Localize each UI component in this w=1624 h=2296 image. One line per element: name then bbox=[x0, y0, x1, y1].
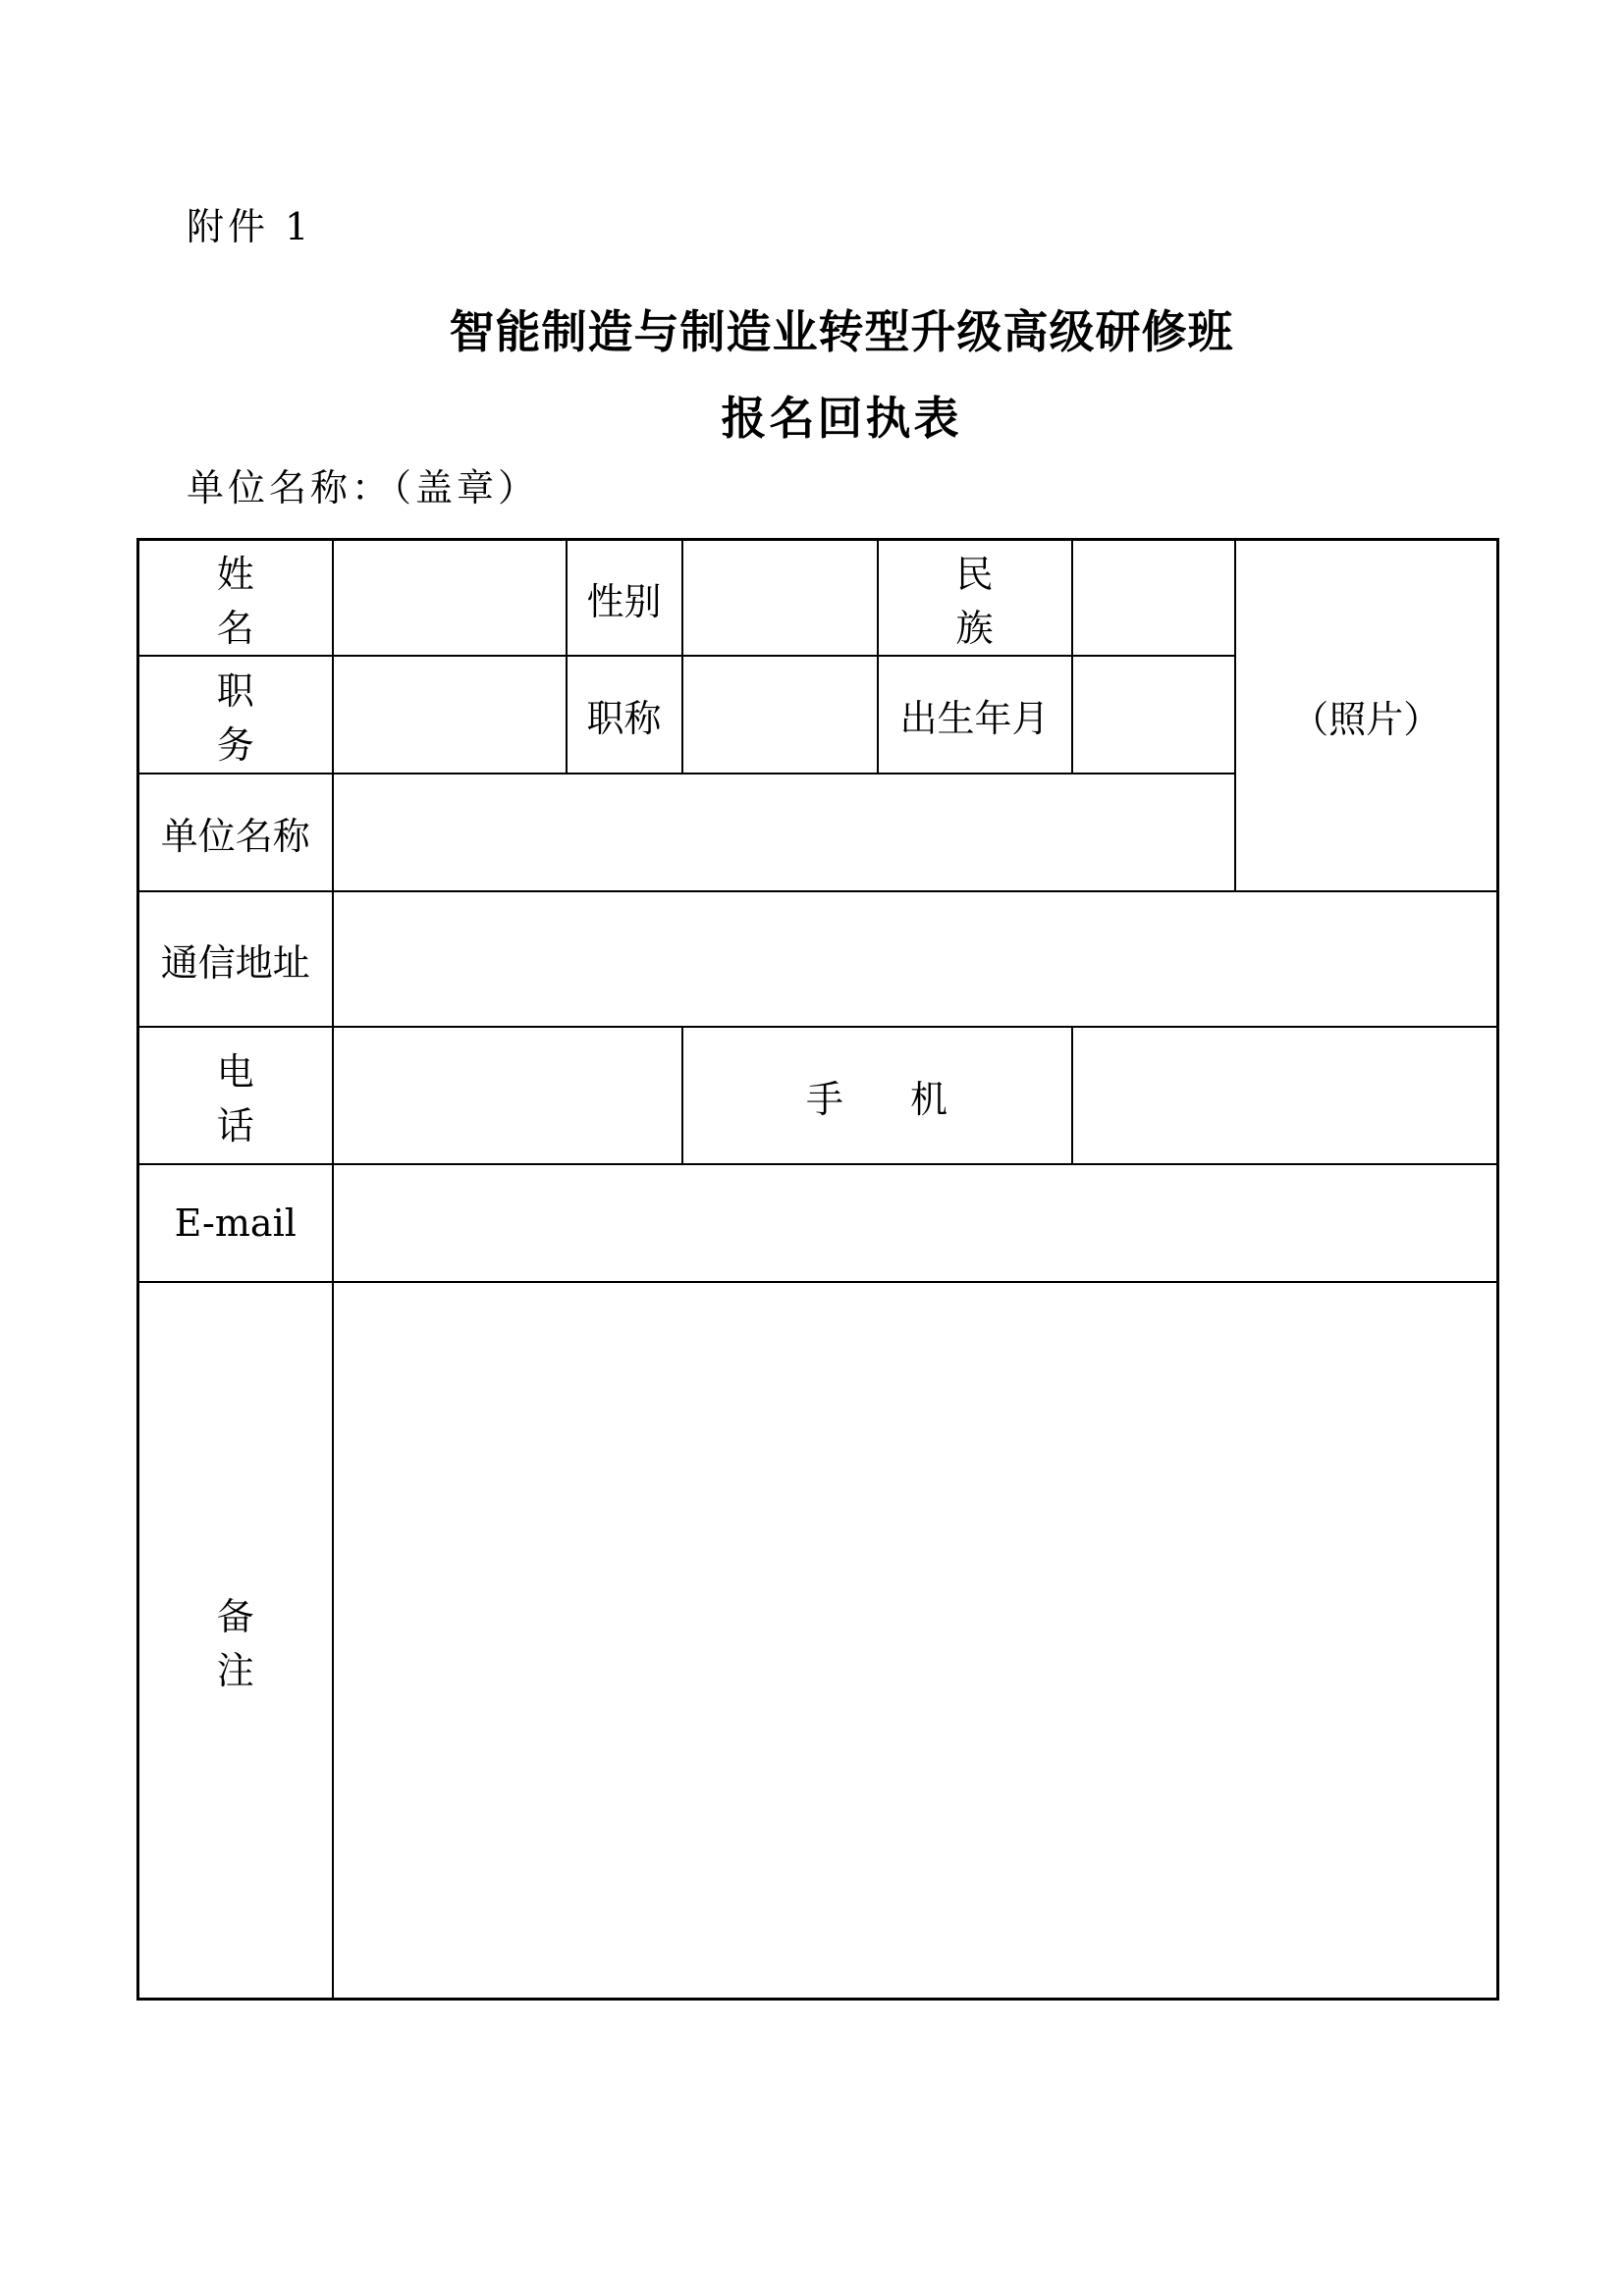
mobile-field[interactable] bbox=[1072, 1027, 1498, 1164]
professional-title-label: 职称 bbox=[567, 656, 682, 774]
mobile-label: 手 机 bbox=[682, 1027, 1072, 1164]
ethnicity-label: 民 族 bbox=[878, 540, 1072, 657]
form-subtitle: 报名回执表 bbox=[721, 392, 962, 445]
registration-form-table bbox=[136, 538, 1499, 2001]
birth-date-field[interactable] bbox=[1072, 656, 1235, 774]
phone-label: 电 话 bbox=[138, 1027, 333, 1164]
name-label: 姓 名 bbox=[138, 540, 333, 657]
form-row-remarks bbox=[138, 1282, 1498, 2000]
position-label: 职 务 bbox=[138, 656, 333, 774]
email-field[interactable] bbox=[333, 1164, 1498, 1282]
address-field[interactable] bbox=[333, 891, 1498, 1027]
unit-name-field[interactable] bbox=[333, 774, 1235, 891]
gender-field[interactable] bbox=[682, 540, 878, 657]
remarks-label: 备 注 bbox=[138, 1282, 333, 2000]
remarks-field[interactable] bbox=[333, 1282, 1498, 2000]
attachment-label: 附件 1 bbox=[187, 205, 313, 248]
professional-title-field[interactable] bbox=[682, 656, 878, 774]
unit-name-seal-line: 单位名称：（盖章） bbox=[187, 466, 540, 509]
phone-field[interactable] bbox=[333, 1027, 682, 1164]
form-row-phone bbox=[138, 1027, 1498, 1164]
unit-name-label: 单位名称 bbox=[138, 774, 333, 891]
email-label: E-mail bbox=[138, 1164, 333, 1282]
gender-label: 性别 bbox=[567, 540, 682, 657]
position-field[interactable] bbox=[333, 656, 567, 774]
photo-box[interactable]: （照片） bbox=[1235, 540, 1498, 892]
birth-date-label: 出生年月 bbox=[878, 656, 1072, 774]
form-row-address bbox=[138, 891, 1498, 1027]
form-row-email bbox=[138, 1164, 1498, 1282]
name-field[interactable] bbox=[333, 540, 567, 657]
form-title: 智能制造与制造业转型升级高级研修班 bbox=[449, 305, 1234, 358]
form-row-name bbox=[138, 540, 1498, 657]
address-label: 通信地址 bbox=[138, 891, 333, 1027]
ethnicity-field[interactable] bbox=[1072, 540, 1235, 657]
